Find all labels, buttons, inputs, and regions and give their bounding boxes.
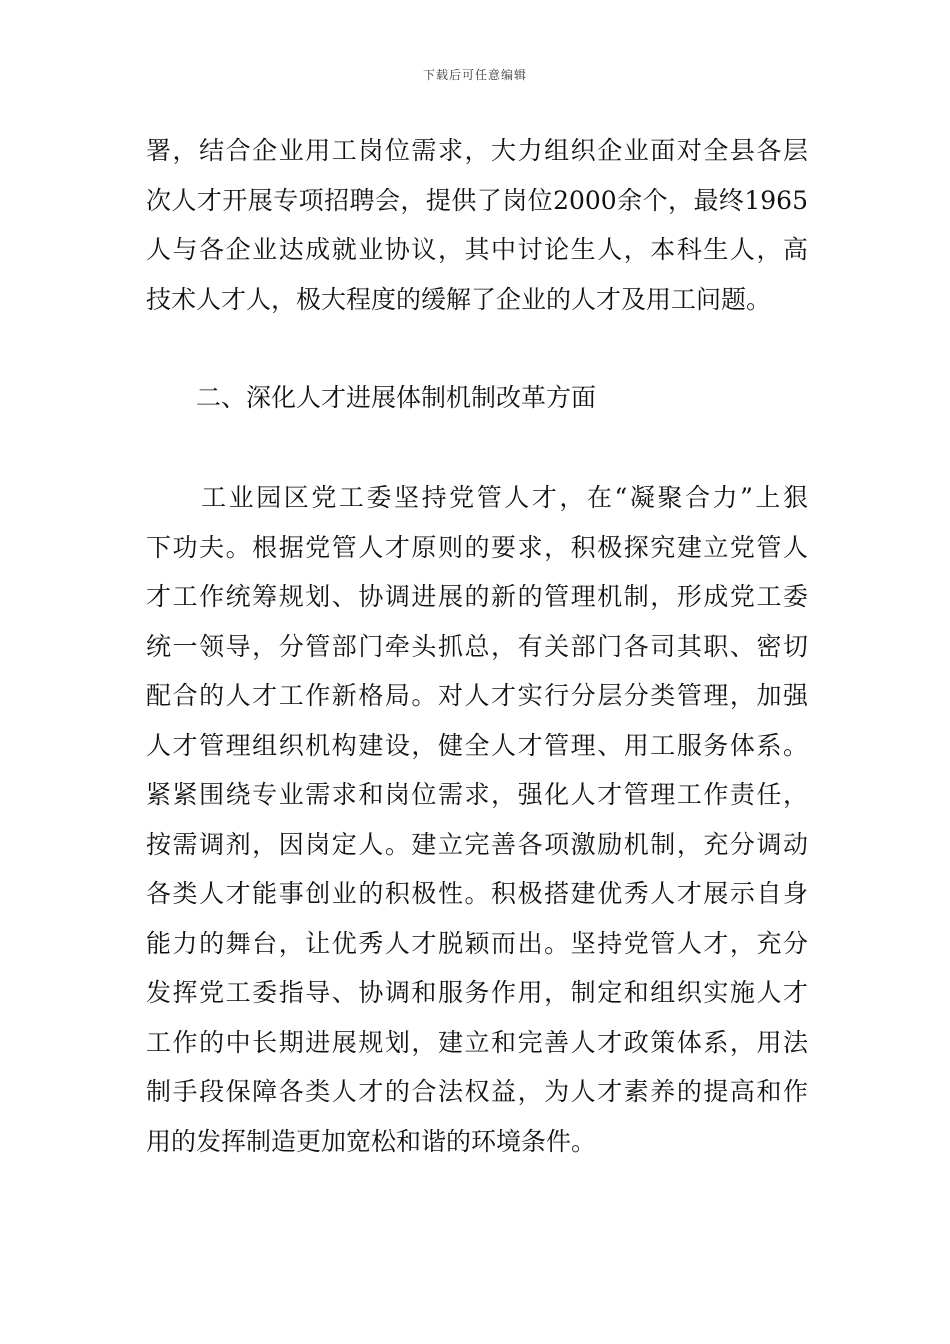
paragraph-2 (146, 473, 808, 1166)
paragraph-line: 配合的人才工作新格局。对人才实行分层分类管理，加强 (146, 681, 808, 710)
paragraph-line: 用的发挥制造更加宽松和谐的环境条件。 (146, 1126, 597, 1156)
paragraph-line: 按需调剂，因岗定人。建立完善各项激励机制，充分调动 (146, 829, 808, 859)
header-note: 下载后可任意编辑 (422, 68, 527, 82)
paragraph-line: 发挥党工委指导、协调和服务作用，制定和组织实施人才 (146, 978, 808, 1007)
paragraph-line: 下功夫。根据党管人才原则的要求，积极探究建立党管人 (146, 532, 808, 562)
section-heading: 二、深化人才进展体制机制改革方面 (196, 383, 597, 412)
paragraph-line: 统一领导，分管部门牵头抓总，有关部门各司其职、密切 (146, 631, 808, 661)
paragraph-line: 各类人才能事创业的积极性。积极搭建优秀人才展示自身 (146, 879, 808, 908)
paragraph-line: 人与各企业达成就业协议，其中讨论生人，本科生人，高 (146, 235, 808, 264)
paragraph-line: 紧紧围绕专业需求和岗位需求，强化人才管理工作责任， (146, 780, 808, 809)
paragraph-line: 工业园区党工委坚持党管人才，在“凝聚合力”上狠 (146, 483, 808, 512)
paragraph-line: 才工作统筹规划、协调进展的新的管理机制，形成党工委 (146, 582, 808, 611)
paragraph-line: 能力的舞台，让优秀人才脱颖而出。坚持党管人才，充分 (146, 928, 808, 958)
paragraph-line: 制手段保障各类人才的合法权益，为人才素养的提高和作 (146, 1077, 808, 1106)
paragraph-line: 署，结合企业用工岗位需求，大力组织企业面对全县各层 (146, 136, 808, 165)
paragraph-line: 人才管理组织机构建设，健全人才管理、用工服务体系。 (146, 730, 808, 760)
paragraph-line: 技术人才人，极大程度的缓解了企业的人才及用工问题。 (146, 284, 772, 314)
paragraph-line: 次人才开展专项招聘会，提供了岗位2000余个，最终1965 (146, 185, 808, 215)
paragraph-line: 工作的中长期进展规划，建立和完善人才政策体系，用法 (146, 1027, 808, 1057)
paragraph-1 (146, 126, 808, 324)
